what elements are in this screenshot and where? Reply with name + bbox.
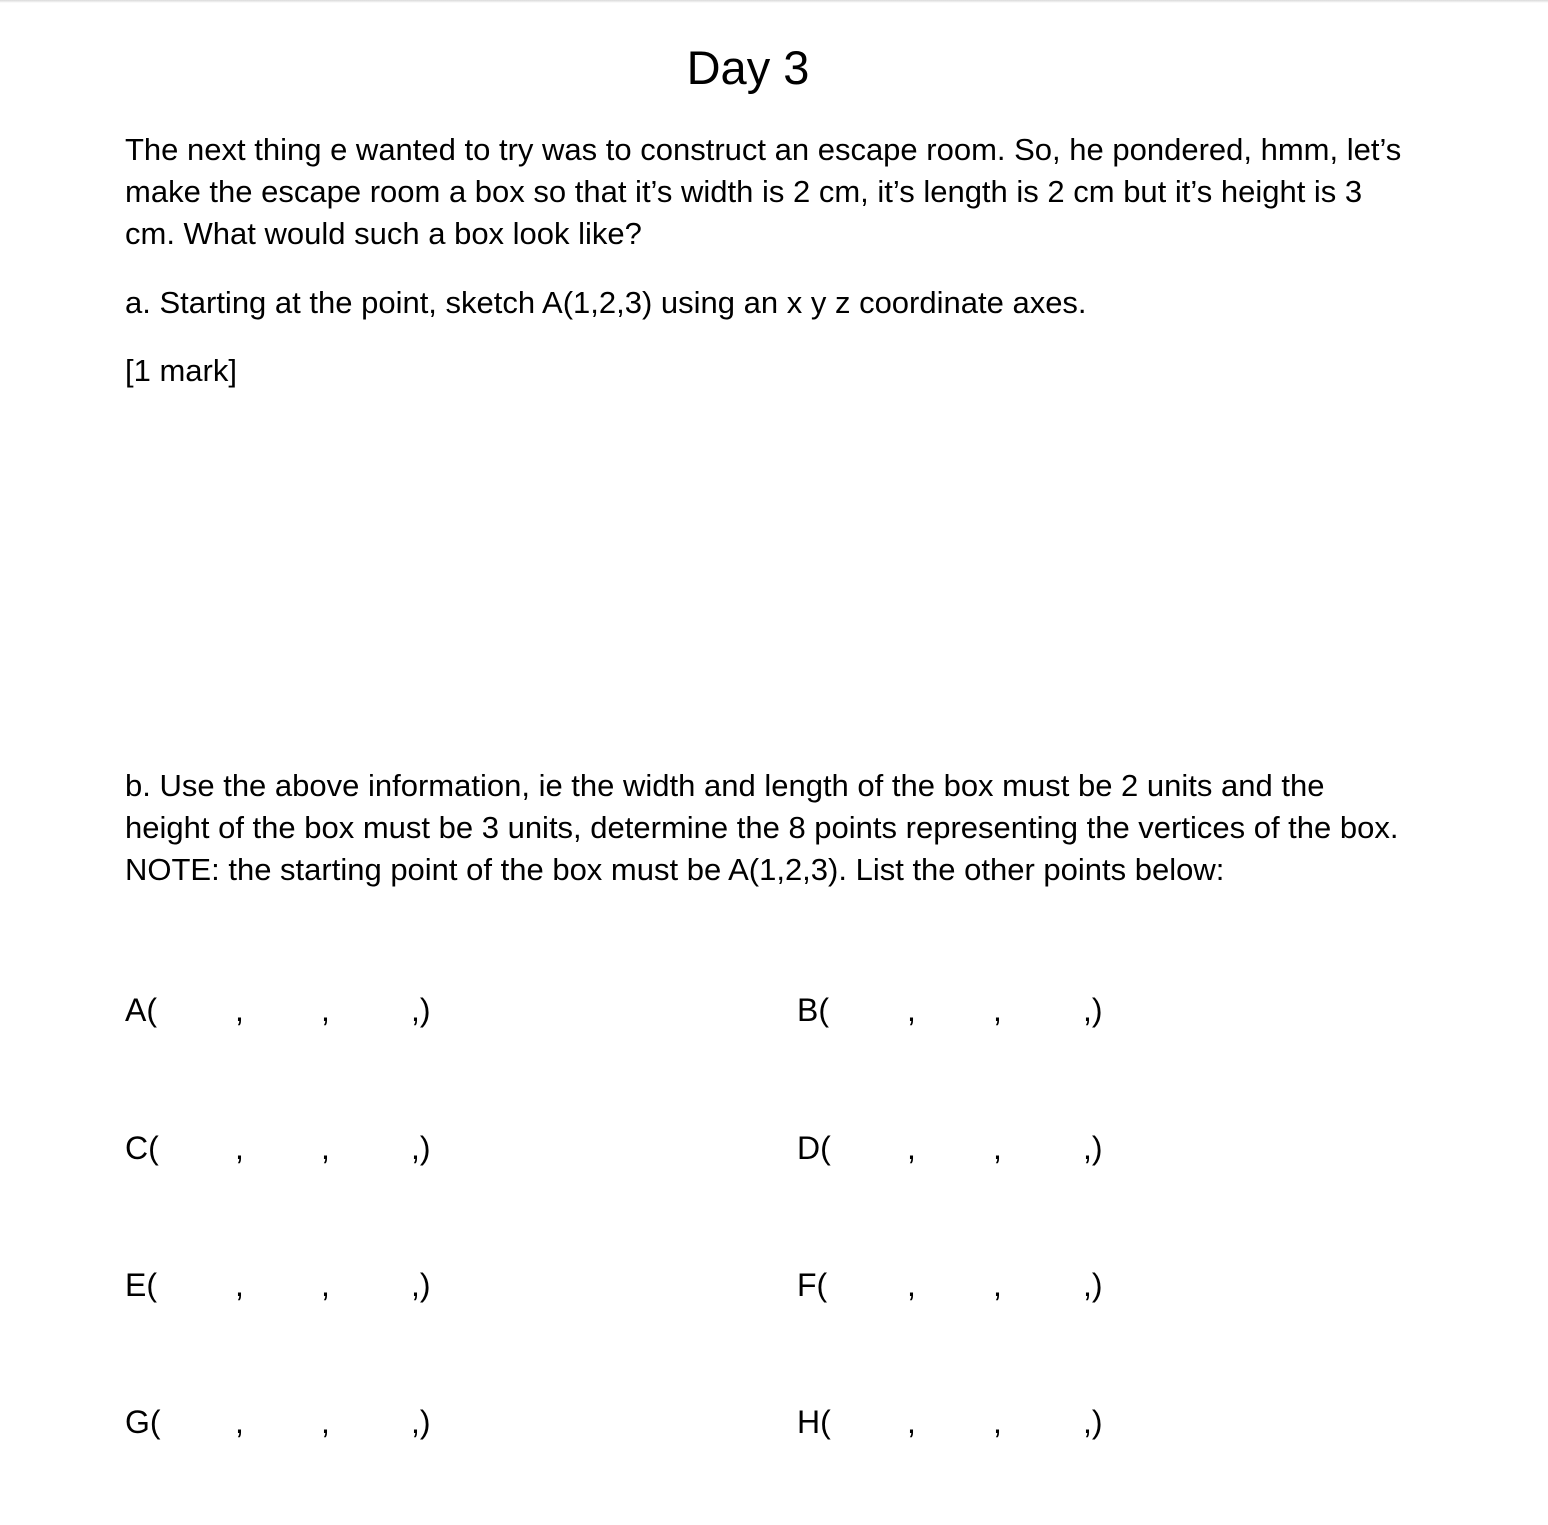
intro-paragraph: The next thing e wanted to try was to construct an escape room. So, he pondered, hmm, let’s make the escape room a box so that it’s width is 2 cm, it’s length is 2 cm but it’s height is 3 cm. What would such a box look like? bbox=[125, 132, 1402, 251]
closing-paren: ,) bbox=[1083, 1130, 1103, 1166]
closing-paren: ,) bbox=[1083, 1267, 1103, 1303]
page-title: Day 3 bbox=[686, 41, 810, 94]
closing-paren: ,) bbox=[1083, 1404, 1103, 1440]
comma-separator: , bbox=[907, 1404, 916, 1440]
comma-separator: , bbox=[235, 1130, 244, 1166]
comma-separator: , bbox=[321, 992, 330, 1028]
point-label: B( bbox=[797, 992, 829, 1028]
point-label: H( bbox=[797, 1404, 831, 1440]
comma-separator: , bbox=[321, 1130, 330, 1166]
closing-paren: ,) bbox=[411, 1130, 431, 1166]
comma-separator: , bbox=[907, 1267, 916, 1303]
question-a: a. Starting at the point, sketch A(1,2,3) using an x y z coordinate axes. bbox=[125, 285, 1087, 320]
comma-separator: , bbox=[993, 1404, 1002, 1440]
comma-separator: , bbox=[235, 992, 244, 1028]
point-label: G( bbox=[125, 1404, 161, 1440]
point-label: E( bbox=[125, 1267, 157, 1303]
point-label: A( bbox=[125, 992, 157, 1028]
comma-separator: , bbox=[907, 1130, 916, 1166]
comma-separator: , bbox=[993, 992, 1002, 1028]
closing-paren: ,) bbox=[1083, 992, 1103, 1028]
point-label: D( bbox=[797, 1130, 831, 1166]
comma-separator: , bbox=[993, 1130, 1002, 1166]
page-top-edge bbox=[0, 0, 1548, 3]
point-label: C( bbox=[125, 1130, 159, 1166]
closing-paren: ,) bbox=[411, 992, 431, 1028]
question-b: b. Use the above information, ie the width and length of the box must be 2 units and the height of the box must be 3 units, determine the 8 points representing the vertices of the box. NOTE: the starting point of the box must be A(1,2,3). List the other points below: bbox=[125, 768, 1399, 887]
point-label: F( bbox=[797, 1267, 828, 1303]
comma-separator: , bbox=[321, 1267, 330, 1303]
comma-separator: , bbox=[235, 1267, 244, 1303]
closing-paren: ,) bbox=[411, 1404, 431, 1440]
comma-separator: , bbox=[993, 1267, 1002, 1303]
question-a-mark: [1 mark] bbox=[125, 353, 237, 388]
closing-paren: ,) bbox=[411, 1267, 431, 1303]
comma-separator: , bbox=[321, 1404, 330, 1440]
comma-separator: , bbox=[907, 992, 916, 1028]
comma-separator: , bbox=[235, 1404, 244, 1440]
